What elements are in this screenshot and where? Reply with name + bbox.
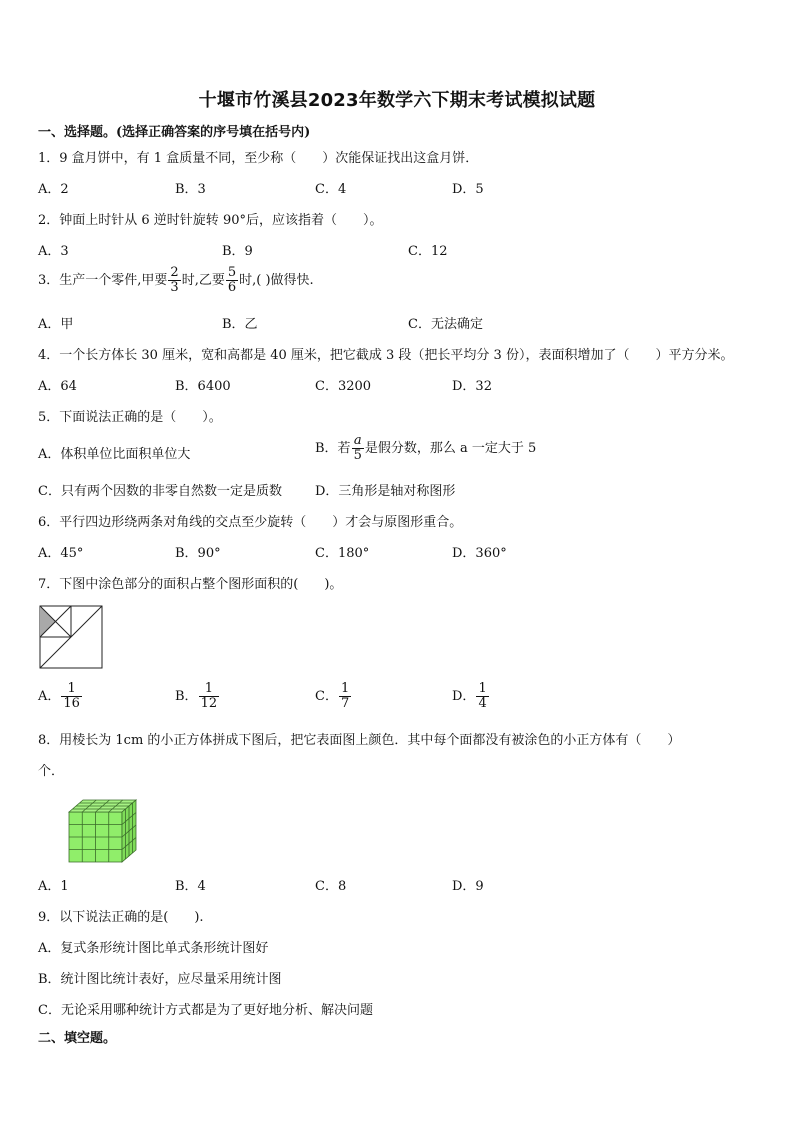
question-6: 6．平行四边形绕两条对角线的交点至少旋转（ ）才会与原图形重合。 (38, 515, 463, 530)
q5-option-b-post: 是假分数，那么 a 一定大于 5 (364, 441, 537, 456)
q9-option-c[interactable]: C．无论采用哪种统计方式都是为了更好地分析、解决问题 (38, 1003, 373, 1018)
q7-option-c[interactable] (315, 682, 352, 711)
q2-option-c[interactable]: C．12 (408, 244, 448, 259)
q3-option-a[interactable]: A．甲 (38, 317, 74, 332)
q1-option-b[interactable]: B．3 (175, 182, 206, 197)
q9-option-a[interactable]: A．复式条形统计图比单式条形统计图好 (38, 941, 269, 956)
q4-option-d[interactable]: D．32 (452, 379, 492, 394)
fraction-numerator: 1 (67, 681, 76, 696)
fraction-1-4 (476, 682, 488, 711)
question-5: 5．下面说法正确的是（ ）。 (38, 410, 222, 425)
cube-figure (68, 797, 140, 865)
q4-option-c[interactable]: C．3200 (315, 379, 372, 394)
fraction-numerator: 2 (170, 265, 179, 280)
question-7: 7．下图中涂色部分的面积占整个图形面积的( )。 (38, 577, 343, 592)
q1-option-d[interactable]: D．5 (452, 182, 484, 197)
q2-option-b[interactable]: B．9 (222, 244, 253, 259)
q1-option-a[interactable]: A．2 (38, 182, 69, 197)
q9-option-b[interactable]: B．统计图比统计表好，应尽量采用统计图 (38, 972, 282, 987)
question-4: 4．一个长方体长 30 厘米，宽和高都是 40 厘米，把它截成 3 段（把长平均分 3 份），表面积增加了（ ）平方分米。 (38, 348, 734, 363)
q8-option-d[interactable]: D．9 (452, 879, 484, 894)
q6-option-a[interactable]: A．45° (38, 546, 84, 561)
q3-text-post: 时,( )做得快. (239, 273, 314, 288)
fraction-numerator: 5 (227, 265, 237, 280)
q7-option-d[interactable] (452, 682, 490, 711)
q5-option-d[interactable]: D．三角形是轴对称图形 (315, 484, 456, 499)
fraction-five-sixths (226, 266, 238, 295)
q6-option-d[interactable]: D．360° (452, 546, 507, 561)
q5-option-a[interactable]: A．体积单位比面积单位大 (38, 447, 191, 462)
q5-option-c[interactable]: C．只有两个因数的非零自然数一定是质数 (38, 484, 282, 499)
fraction-denominator: 7 (340, 696, 350, 711)
q7-option-a[interactable] (38, 682, 83, 711)
q6-option-c[interactable]: C．180° (315, 546, 370, 561)
fraction-two-thirds (168, 266, 180, 295)
fraction-1-12 (199, 682, 220, 711)
fraction-denominator: 12 (200, 696, 218, 711)
question-2: 2．钟面上时针从 6 逆时针旋转 90°后，应该指着（ ）。 (38, 213, 383, 228)
q4-option-b[interactable]: B．6400 (175, 379, 231, 394)
option-label: C． (315, 689, 338, 704)
question-3 (38, 266, 314, 295)
q2-option-a[interactable]: A．3 (38, 244, 69, 259)
fraction-denominator: 6 (227, 280, 237, 295)
q8-option-b[interactable]: B．4 (175, 879, 206, 894)
fraction-a-over-5 (352, 434, 364, 463)
q5-option-b[interactable] (315, 434, 536, 463)
option-label: D． (452, 689, 476, 704)
option-label: A． (38, 689, 61, 704)
page-title: 十堰市竹溪县2023年数学六下期末考试模拟试题 (198, 90, 596, 111)
question-8: 8．用棱长为 1cm 的小正方体拼成下图后，把它表面图上颜色．其中每个面都没有被涂色的小正方体有（ ） (38, 733, 681, 748)
fraction-1-16 (61, 682, 82, 711)
q8-option-a[interactable]: A．1 (38, 879, 69, 894)
section-heading-choice: 一、选择题。(选择正确答案的序号填在括号内) (38, 125, 311, 140)
q7-square-figure (39, 605, 103, 669)
q3-text-mid: 时,乙要 (181, 273, 225, 288)
q4-option-a[interactable]: A．64 (38, 379, 77, 394)
option-label: B． (175, 689, 198, 704)
q3-option-c[interactable]: C．无法确定 (408, 317, 483, 332)
q8-option-c[interactable]: C．8 (315, 879, 347, 894)
q7-option-b[interactable] (175, 682, 220, 711)
fraction-denominator: 5 (353, 448, 362, 463)
q5-option-b-pre: B．若 (315, 441, 351, 456)
fraction-denominator: 3 (170, 280, 179, 295)
question-8-cont: 个． (38, 764, 65, 779)
question-1: 1．9 盒月饼中，有 1 盒质量不同，至少称（ ）次能保证找出这盒月饼． (38, 151, 479, 166)
fraction-denominator: 16 (63, 696, 80, 711)
q1-option-c[interactable]: C．4 (315, 182, 347, 197)
fraction-denominator: 4 (478, 696, 487, 711)
fraction-numerator: 1 (478, 681, 487, 696)
q3-option-b[interactable]: B．乙 (222, 317, 258, 332)
fraction-numerator: a (353, 433, 362, 448)
fraction-1-7 (339, 682, 351, 711)
fraction-numerator: 1 (204, 681, 213, 696)
q6-option-b[interactable]: B．90° (175, 546, 221, 561)
section-heading-fill: 二、填空题。 (38, 1031, 117, 1046)
fraction-numerator: 1 (340, 681, 350, 696)
question-9: 9．以下说法正确的是( ). (38, 910, 204, 925)
q3-text-pre: 3．生产一个零件,甲要 (38, 273, 168, 288)
